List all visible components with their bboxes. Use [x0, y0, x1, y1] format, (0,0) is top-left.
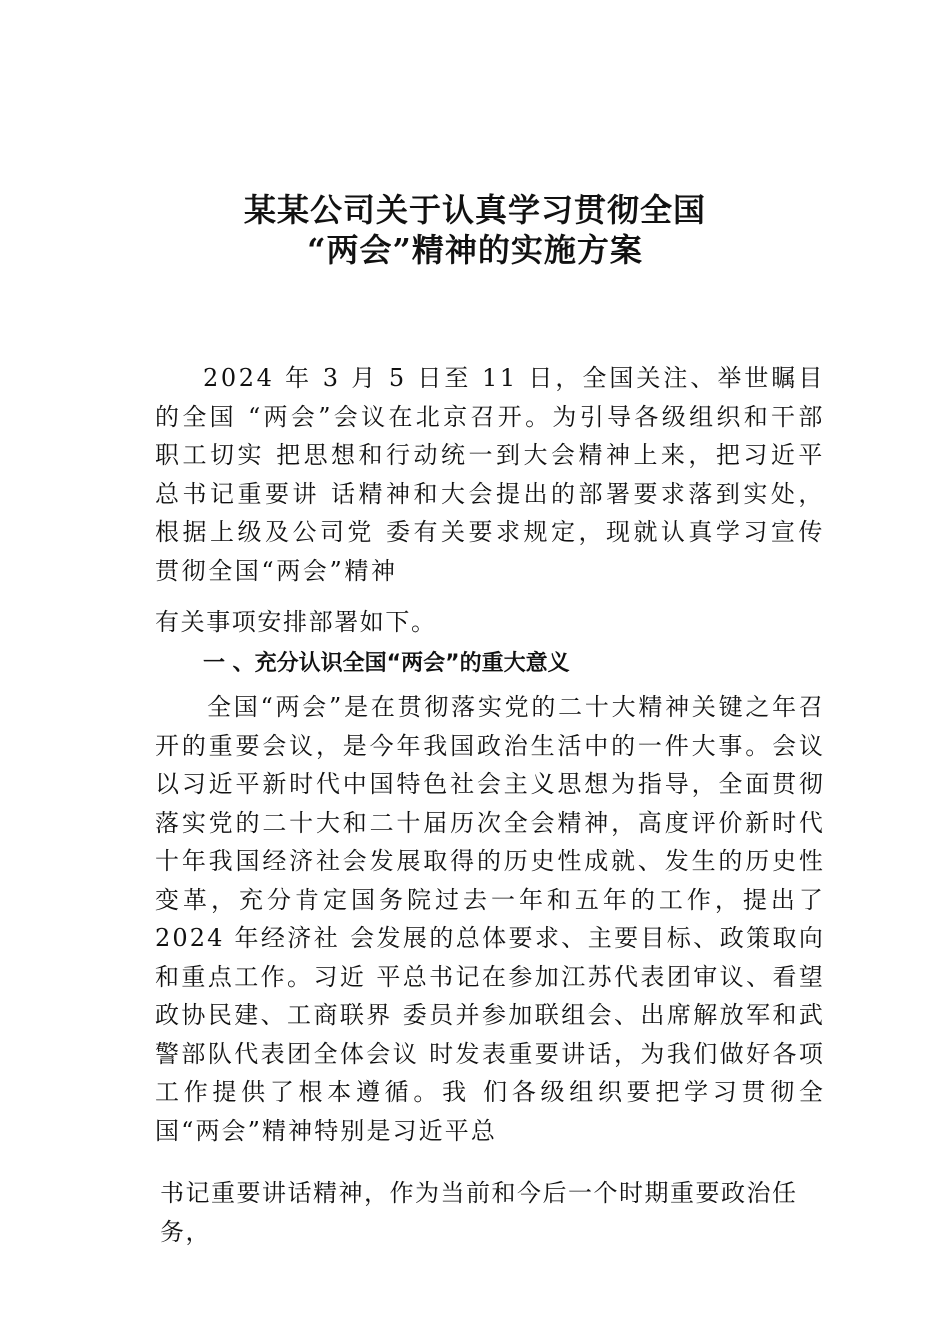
- section-1-paragraph: 全国“两会”是在贯彻落实党的二十大精神关键之年召开的重要会议，是今年我国政治生活中的一件大事。会议以习近平新时代中国特色社会主义思想为指导，全面贯彻落实党的二十大和二十届历次全会精神，高度评价新时代十年我国经济社会发展取得的历史性成就、发生的历史性变革，充分肯定国务院过去一年和五年的工作，提出了2024 年经济社 会发展的总体要求、主要目标、政策取向和重点工作。习近 平总书记在参加江苏代表团审议、看望政协民建、工商联界 委员并参加联组会、出席解放军和武警部队代表团全体会议 时发表重要讲话，为我们做好各项工作提供了根本遵循。我 们各级组织要把学习贯彻全国“两会”精神特别是习近平总: [155, 693, 825, 1145]
- intro-paragraph: 2024 年 3 月 5 日至 11 日，全国关注、举世瞩目的全国 “两会”会议在北京召开。为引导各级组织和干部职工切实 把思想和行动统一到大会精神上来，把习近平总书记重要讲 话精神和大会提出的部署要求落到实处，根据上级及公司党 委有关要求规定，现就认真学习宣传贯彻全国“两会”精神: [155, 364, 825, 585]
- document-title-line-2: “两会”精神的实施方案: [307, 231, 643, 269]
- document-title-line-1: 某某公司关于认真学习贯彻全国: [243, 191, 706, 229]
- intro-paragraph-continuation: 有关事项安排部署如下。: [155, 608, 437, 636]
- section-1-paragraph-continuation: 书记重要讲话精神，作为当前和今后一个时期重要政治任务，: [160, 1179, 798, 1246]
- section-heading-1: 一 、充分认识全国“两会”的重大意义: [203, 651, 570, 676]
